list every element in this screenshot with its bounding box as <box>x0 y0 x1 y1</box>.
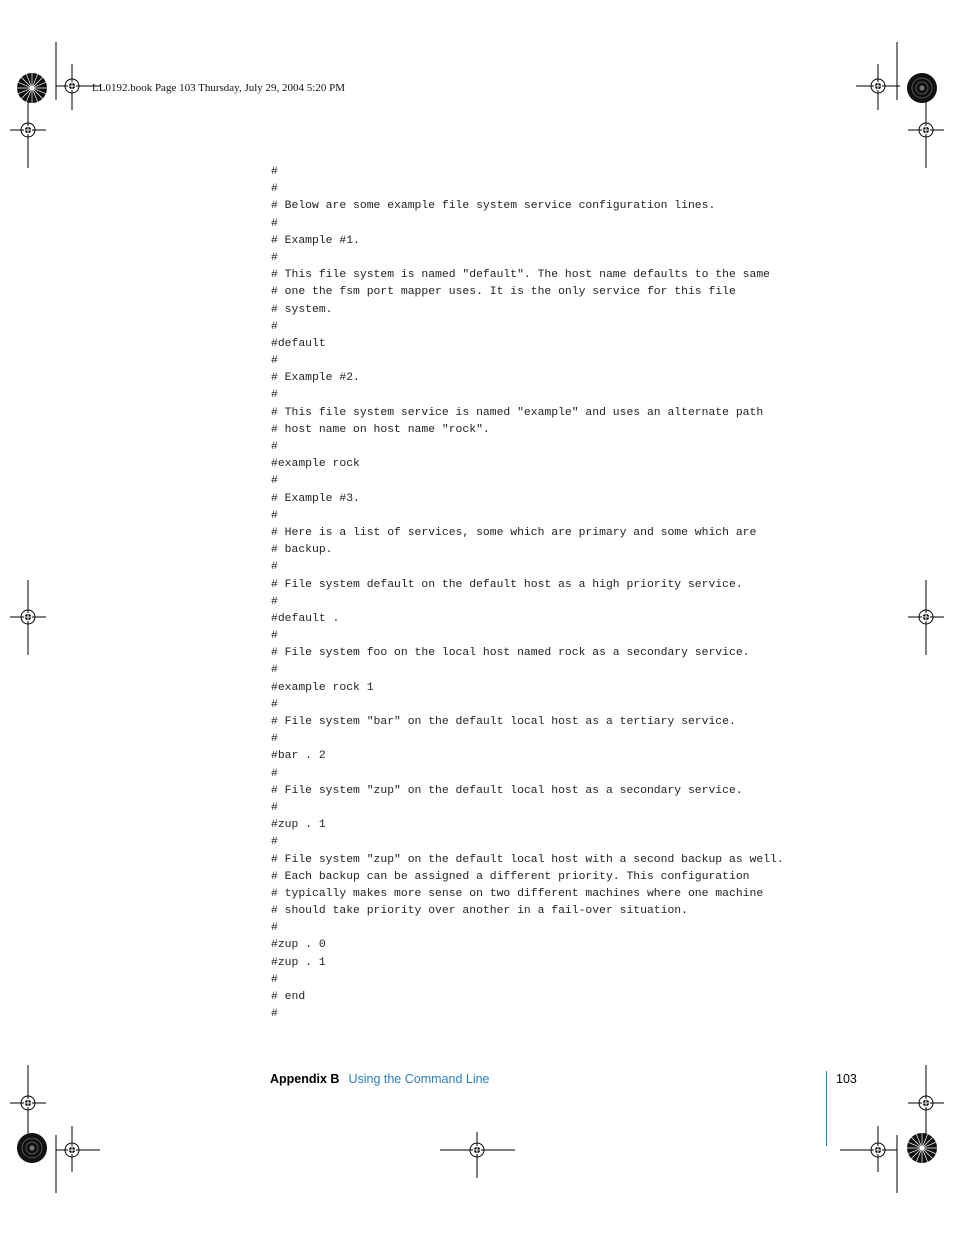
page-footer <box>270 1072 490 1086</box>
code-line: # <box>271 320 278 333</box>
code-line: # <box>271 973 278 986</box>
code-line: # File system foo on the local host named rock as a secondary service. <box>271 647 750 660</box>
code-line: #default <box>271 337 326 350</box>
code-line: # <box>271 441 278 453</box>
code-line: # Below are some example file system service configuration lines. <box>271 200 716 213</box>
code-line: # <box>271 698 278 711</box>
code-line: # <box>271 836 278 849</box>
code-listing <box>271 164 784 1023</box>
code-line: # host name on host name "rock". <box>271 423 490 436</box>
code-line: # File system "bar" on the default local host as a tertiary service. <box>271 716 736 728</box>
code-line: # <box>271 561 278 574</box>
code-line: # <box>271 630 278 643</box>
concentric-target-icon <box>907 73 937 103</box>
code-line: # Each backup can be assigned a different priority. This configuration <box>271 870 750 883</box>
code-line: #bar . 2 <box>271 750 326 763</box>
code-line: # <box>271 733 278 746</box>
starburst-target-icon <box>907 1133 937 1163</box>
page-number: 103 <box>836 1072 857 1086</box>
code-line: # This file system is named "default". The host name defaults to the same <box>271 269 770 282</box>
code-line: #example rock 1 <box>271 681 374 694</box>
code-line: # <box>271 922 278 935</box>
code-line: # Example #1. <box>271 234 360 247</box>
code-line: # one the fsm port mapper uses. It is the only service for this file <box>271 286 736 299</box>
code-line: # <box>271 1008 278 1021</box>
code-line: # File system "zup" on the default local host with a second backup as well. <box>271 853 784 866</box>
code-line: # <box>271 801 278 814</box>
code-line: #zup . 1 <box>271 819 326 832</box>
code-line: # Example #2. <box>271 372 360 385</box>
appendix-label: Appendix B <box>270 1072 340 1086</box>
code-line: # typically makes more sense on two different machines where one machine <box>271 887 764 900</box>
starburst-target-icon <box>17 73 47 103</box>
code-line: # <box>271 251 278 264</box>
code-line: # <box>271 217 278 230</box>
print-slug: LL0192.book Page 103 Thursday, July 29, 2004 5:20 PM <box>92 82 345 94</box>
code-line: # Here is a list of services, some which are primary and some which are <box>271 526 757 539</box>
code-line: # end <box>271 991 306 1003</box>
section-title-link[interactable]: Using the Command Line <box>348 1072 490 1086</box>
code-line: # <box>271 664 278 677</box>
code-line: #example rock <box>271 458 360 471</box>
code-line: # backup. <box>271 544 333 557</box>
code-line: # <box>271 355 278 368</box>
code-line: # should take priority over another in a fail-over situation. <box>271 905 688 918</box>
footer-divider <box>826 1071 827 1146</box>
code-line: #zup . 0 <box>271 939 326 952</box>
code-line: # system. <box>271 303 333 316</box>
code-line: #zup . 1 <box>271 956 326 969</box>
code-line: # <box>271 509 278 522</box>
code-line: # <box>271 595 278 608</box>
code-line: # File system default on the default host as a high priority service. <box>271 578 743 591</box>
code-line: # Example #3. <box>271 492 360 505</box>
code-line: # <box>271 166 278 178</box>
code-line: # <box>271 183 278 196</box>
code-line: # <box>271 389 278 402</box>
code-line: # <box>271 767 278 780</box>
code-line: # File system "zup" on the default local host as a secondary service. <box>271 784 743 797</box>
concentric-target-icon <box>17 1133 47 1163</box>
code-line: #default . <box>271 612 340 625</box>
code-line: # This file system service is named "example" and uses an alternate path <box>271 406 764 419</box>
code-line: # <box>271 475 278 488</box>
